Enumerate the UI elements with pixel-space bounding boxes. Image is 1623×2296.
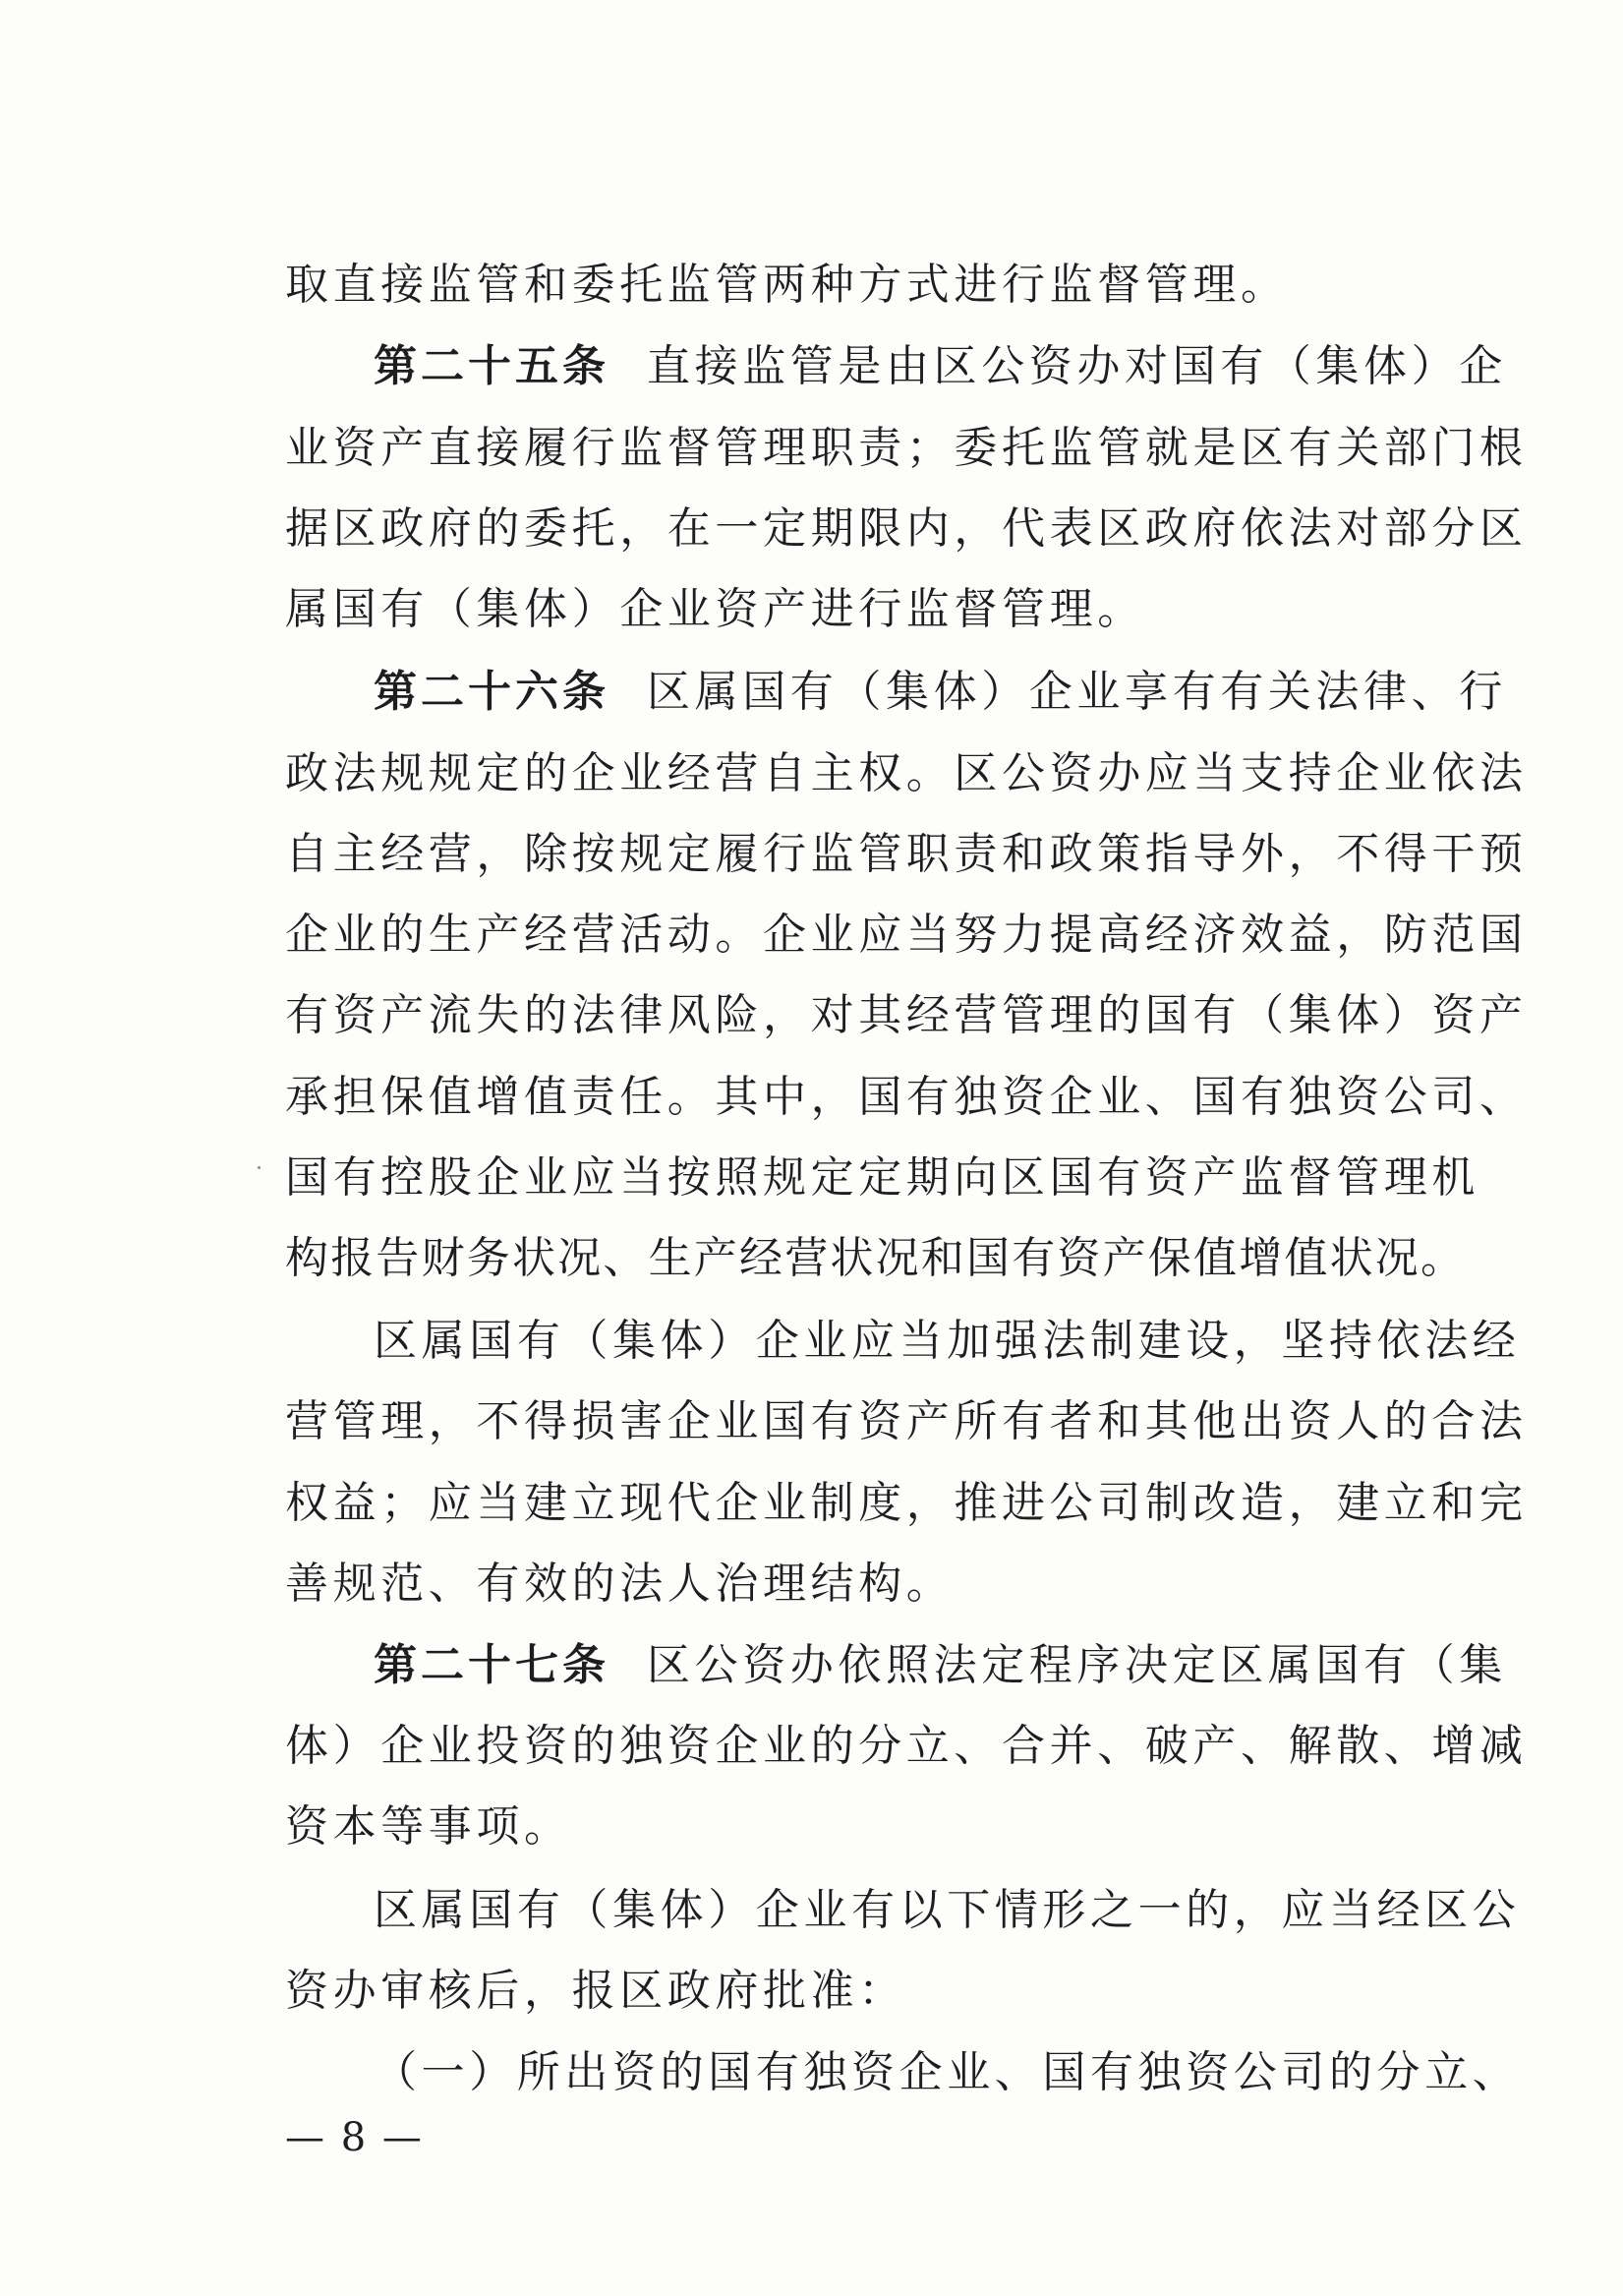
text-line: 取直接监管和委托监管两种方式进行监督管理。 [285,260,1289,310]
text-line: 业资产直接履行监督管理职责；委托监管就是区有关部门根 [285,423,1528,473]
article-26-first-line [374,667,1507,718]
text-line: 属国有（集体）企业资产进行监督管理。 [285,584,1145,634]
text-line: 自主经营，除按规定履行监管职责和政策指导外，不得干预 [285,829,1528,879]
text-line: 直接监管是由区公资办对国有（集体）企 [647,341,1507,391]
text-line: （一）所出资的国有独资企业、国有独资公司的分立、 [374,2047,1521,2097]
text-line: 资办审核后，报区政府批准： [285,1966,906,2016]
text-line: 有资产流失的法律风险，对其经营管理的国有（集体）资产 [285,990,1528,1040]
text-line: 企业的生产经营活动。企业应当努力提高经济效益，防范国 [285,910,1528,960]
article-27-first-line [374,1640,1507,1691]
text-line: 善规范、有效的法人治理结构。 [285,1559,955,1609]
text-line: 承担保值增值责任。其中，国有独资企业、国有独资公司、 [285,1072,1528,1122]
article-25-title: 第二十五条 [374,341,609,391]
article-26-title: 第二十六条 [374,667,609,717]
text-line: 营管理，不得损害企业国有资产所有者和其他出资人的合法 [285,1396,1528,1446]
text-line: 体）企业投资的独资企业的分立、合并、破产、解散、增减 [285,1721,1528,1771]
text-line: 据区政府的委托，在一定期限内，代表区政府依法对部分区 [285,503,1528,554]
scan-speck [258,1166,261,1169]
text-line: 资本等事项。 [285,1801,572,1852]
text-line: 国有控股企业应当按照规定定期向区国有资产监督管理机 [285,1152,1479,1203]
text-line: 区属国有（集体）企业应当加强法制建设，坚持依法经 [374,1316,1521,1366]
text-line: 区属国有（集体）企业享有有关法律、行 [647,667,1507,717]
article-27-title: 第二十七条 [374,1640,609,1690]
text-line: 区公资办依照法定程序决定区属国有（集 [647,1640,1507,1690]
article-25-first-line [374,341,1507,392]
text-line: 构报告财务状况、生产经营状况和国有资产保值增值状况。 [285,1233,1467,1283]
text-line: 政法规规定的企业经营自主权。区公资办应当支持企业依法 [285,748,1528,798]
text-line: 区属国有（集体）企业有以下情形之一的，应当经区公 [374,1885,1521,1935]
page-number: — 8 — [285,2115,424,2160]
text-line: 权益；应当建立现代企业制度，推进公司制改造，建立和完 [285,1478,1528,1528]
